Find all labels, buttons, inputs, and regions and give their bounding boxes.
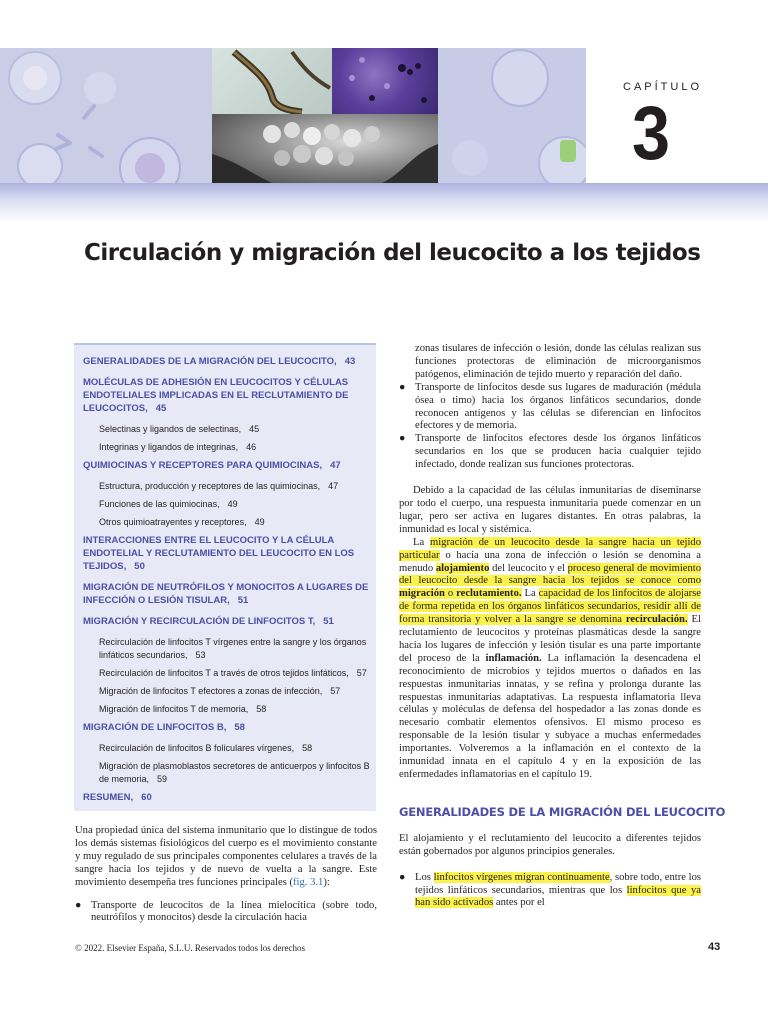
toc-entry-title: Recirculación de linfocitos B foliculares vírgenes,: [99, 743, 295, 753]
figure-link[interactable]: fig. 3.1: [293, 876, 324, 888]
left-column: [75, 825, 377, 925]
toc-entry-page: 45: [155, 403, 167, 414]
micrograph-cells: [212, 48, 332, 114]
toc-entry-title: Estructura, producción y receptores de las quimiocinas,: [99, 481, 321, 491]
micrograph-electron: [212, 114, 438, 183]
toc-entry-title: Selectinas y ligandos de selectinas,: [99, 424, 242, 434]
toc-section-entry[interactable]: [83, 355, 373, 368]
toc-entry-page: 51: [323, 616, 334, 627]
toc-section-entry[interactable]: [83, 534, 373, 573]
toc-entry-page: 53: [195, 650, 206, 660]
key-term: alojamiento: [435, 562, 490, 574]
toc-subsection-entry[interactable]: [99, 498, 373, 511]
toc-entry-title: Recirculación de linfocitos T a través de otros tejidos linfáticos,: [99, 668, 349, 678]
toc-subsection-entry[interactable]: [99, 742, 373, 755]
toc-entry-title: MIGRACIÓN DE LINFOCITOS B,: [83, 722, 227, 733]
bullet-text: Transporte de linfocitos desde sus lugares de maduración (médula ósea o timo) hacia los órganos linfáticos secundarios, donde reconocen antígenos y las células se diferencian en linfocitos efectores y de memoria.: [415, 381, 701, 432]
toc-entry-title: Otros quimioatrayentes y receptores,: [99, 517, 247, 527]
toc-entry-page: 58: [256, 704, 267, 714]
chapter-number: 3: [632, 91, 671, 176]
paragraph: El alojamiento y el reclutamiento del leucocito a diferentes tejidos están gobernados por algunos principios generales.: [399, 832, 701, 857]
toc-entry-page: 45: [249, 424, 260, 434]
toc-entry-title: INTERACCIONES ENTRE EL LEUCOCITO Y LA CÉLULA ENDOTELIAL Y RECLUTAMIENTO DEL LEUCOCITO EN LOS TEJIDOS,: [83, 535, 355, 572]
toc-entry-page: 47: [328, 481, 339, 491]
toc-entry-title: QUIMIOCINAS Y RECEPTORES PARA QUIMIOCINAS,: [83, 460, 323, 471]
banner-fade: [0, 183, 768, 223]
paragraph: zonas tisulares de infección o lesión, donde las células realizan sus funciones protectoras de eliminación de microorganismos patógenos, eliminación de tejido muerto y reparación del daño.: [415, 343, 701, 380]
bullet-icon: ●: [399, 381, 406, 393]
highlighted-text: migración de un leucocito desde la sangre hacia un tejido particular: [399, 536, 702, 561]
bullet-icon: ●: [399, 433, 406, 445]
toc-entry-title: Recirculación de linfocitos T vírgenes entre la sangre y los órganos linfáticos secundarios,: [99, 637, 367, 660]
toc-subsection-entry[interactable]: [99, 703, 373, 716]
highlighted-text: linfocitos vírgenes migran continuamente: [433, 871, 610, 883]
bullet-item: ● Los linfocitos vírgenes migran continuamente, sobre todo, entre los tejidos linfáticos secundarios, mientras que los linfocitos que ya han sido activados antes por el: [399, 871, 702, 909]
key-term: reclutamiento.: [456, 588, 522, 600]
bullet-item: [399, 382, 701, 434]
chapter-label: CAPÍTULO: [623, 81, 703, 93]
toc-entry-title: GENERALIDADES DE LA MIGRACIÓN DEL LEUCOCITO,: [83, 356, 337, 367]
toc-entry-title: Migración de linfocitos T efectores a zonas de infección,: [99, 686, 323, 696]
toc-entry-page: 57: [330, 686, 341, 696]
toc-entry-title: Migración de plasmoblastos secretores de anticuerpos y linfocitos B de memoria,: [99, 761, 370, 784]
paragraph: La migración de un leucocito desde la sangre hacia un tejido particular o hacia una zona de infección o lesión se denomina a menudo alojamiento del leucocito y el proceso general de movimiento del leucocito desde la sangre hacia los tejidos se conoce como migración o reclutamiento. La capacidad de los linfocitos de alojarse de forma repetida en los órganos linfáticos secundarios, residir allí de forma transitoria y volver a la sangre se denomina recirculación. El reclutamiento de leucocitos y proteínas plasmáticas desde la sangre hacia los lugares de infección y lesión tisular es una parte importante del proceso de la inflamación. La inflamación la desencadena el reconocimiento de microbios y tejidos muertos o dañados en las respuestas inmunitarias innatas, y se refina y prolonga durante las respuestas inmunitarias adaptativas. La respuesta inflamatoria lleva células y moléculas de defensa del hospedador a las zonas donde es necesario combatir elementos ofensivos. El mismo proceso es responsable de la lesión tisular y subyace a muchas enfermedades importantes. Volveremos a la inflamación en el contexto de la inmunidad innata en el capítulo 4 y en la exposición de las enfermedades inflamatorias en el capítulo 19.: [399, 536, 702, 780]
toc-subsection-entry[interactable]: [99, 636, 373, 662]
banner-illustration: [0, 48, 586, 183]
right-column: [399, 343, 726, 910]
paragraph: Debido a la capacidad de las células inmunitarias de diseminarse por todo el cuerpo, una respuesta inmunitaria puede comenzar en un lugar, pero ser activa en lugares distantes. En otras palabras, la inmunidad es local y sistémica.: [399, 485, 701, 535]
bullet-icon: ●: [75, 899, 82, 911]
toc-subsection-entry[interactable]: [99, 423, 373, 436]
chapter-contents-box: [74, 343, 376, 811]
page-number: 43: [708, 941, 721, 953]
toc-subsection-entry[interactable]: [99, 760, 373, 786]
contents-list: [83, 355, 373, 812]
toc-entry-page: 58: [234, 722, 245, 733]
toc-entry-page: 57: [356, 668, 367, 678]
toc-entry-title: Migración de linfocitos T de memoria,: [99, 704, 249, 714]
toc-section-entry[interactable]: [83, 791, 373, 804]
toc-section-entry[interactable]: [83, 376, 373, 415]
toc-section-entry[interactable]: [83, 581, 373, 607]
toc-section-entry[interactable]: [83, 459, 373, 472]
toc-entry-page: 50: [134, 561, 145, 572]
chapter-title: Circulación y migración del leucocito a los tejidos: [84, 240, 701, 266]
toc-subsection-entry[interactable]: [99, 441, 373, 454]
toc-section-entry[interactable]: [83, 721, 373, 734]
paragraph: Una propiedad única del sistema inmunitario que lo distingue de todos los demás sistemas fisiológicos del cuerpo es el movimiento constante y muy regulado de sus principales componentes celulares a través de la sangre hacia los tejidos y de nuevo de vuelta a la sangre. Este movimiento desempeña tres funciones principales (fig. 3.1):: [75, 825, 377, 888]
bullet-icon: ●: [399, 871, 406, 883]
toc-entry-page: 58: [302, 743, 313, 753]
micrograph-tissue: [332, 48, 438, 114]
toc-entry-title: Funciones de las quimiocinas,: [99, 499, 220, 509]
bullet-item: [399, 433, 701, 472]
toc-entry-title: MIGRACIÓN Y RECIRCULACIÓN DE LINFOCITOS T,: [83, 616, 316, 627]
toc-entry-title: MOLÉCULAS DE ADHESIÓN EN LEUCOCITOS Y CÉLULAS ENDOTELIALES IMPLICADAS EN EL RECLUTAMIENTO DE LEUCOCITOS,: [83, 377, 349, 414]
toc-entry-page: 43: [344, 356, 356, 367]
highlighted-text: proceso general de movimiento del leucocito desde la sangre hacia los tejidos se conoce como: [399, 562, 701, 587]
toc-entry-title: RESUMEN,: [83, 792, 134, 803]
key-term: recirculación.: [625, 614, 688, 626]
toc-subsection-entry[interactable]: [99, 516, 373, 529]
chapter-banner: [0, 48, 768, 183]
toc-entry-page: 49: [227, 499, 238, 509]
highlighted-text: capacidad de los linfocitos de alojarse de forma repetida en los órganos linfáticos secundarios, residir allí de forma transitoria y volver a la sangre se denomina: [399, 588, 702, 626]
toc-entry-page: 51: [237, 595, 249, 606]
toc-entry-title: Integrinas y ligandos de integrinas,: [99, 442, 239, 452]
highlighted-text: linfocitos que ya han sido activados: [415, 884, 702, 909]
toc-subsection-entry[interactable]: [99, 480, 373, 493]
toc-entry-page: 59: [157, 774, 168, 784]
toc-entry-page: 46: [246, 442, 257, 452]
key-term: inflamación.: [485, 652, 542, 664]
toc-entry-title: MIGRACIÓN DE NEUTRÓFILOS Y MONOCITOS A LUGARES DE INFECCIÓN O LESIÓN TISULAR,: [83, 582, 369, 606]
toc-section-entry[interactable]: [83, 615, 373, 628]
toc-entry-page: 49: [254, 517, 265, 527]
bullet-text: Transporte de linfocitos efectores desde los órganos linfáticos secundarios en los que se producen hacia cualquier tejido infectado, donde realizan sus funciones protectoras.: [415, 433, 701, 471]
toc-subsection-entry[interactable]: [99, 667, 373, 680]
toc-subsection-entry[interactable]: [99, 685, 373, 698]
key-term: migración: [399, 588, 445, 600]
toc-entry-page: 47: [330, 460, 341, 471]
toc-entry-page: 60: [141, 792, 152, 803]
bullet-text: Transporte de leucocitos de la línea mielocítica (sobre todo, neutrófilos y monocitos) desde la circulación hacia: [91, 899, 377, 924]
bullet-item: [75, 900, 377, 926]
copyright-footer: © 2022. Elsevier España, S.L.U. Reservados todos los derechos: [75, 943, 306, 953]
section-heading: GENERALIDADES DE LA MIGRACIÓN DEL LEUCOCITO: [399, 804, 726, 819]
